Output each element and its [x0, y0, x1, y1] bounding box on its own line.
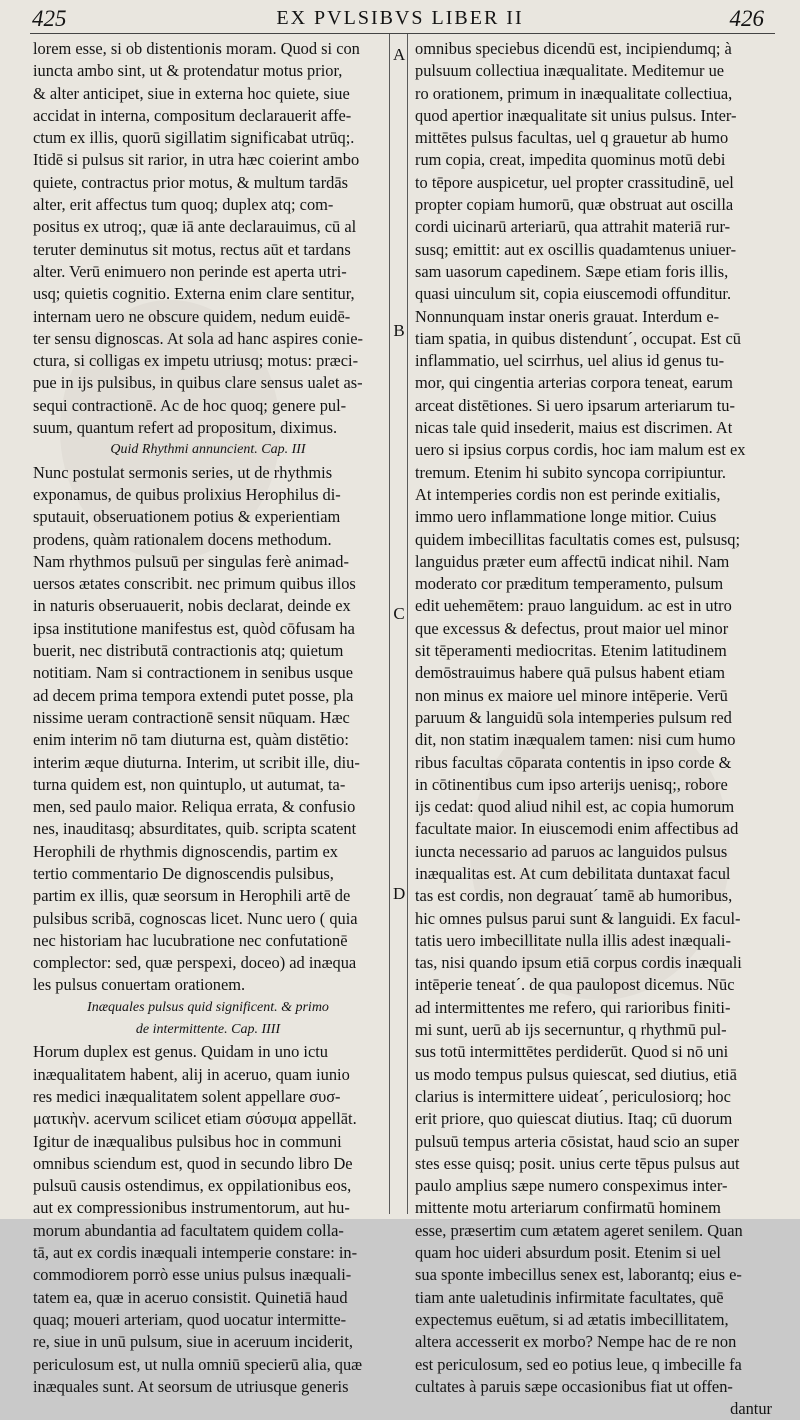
text-line: tatis uero imbecillitate nulla illis adest inæquali-	[415, 930, 731, 950]
text-line: tremum. Etenim hi subito syncopa corripiuntur.	[415, 462, 726, 482]
text-line: quiete, contractus prior motus, & multum tardās	[33, 172, 348, 192]
text-line: omnibus speciebus dicendū est, incipiendumq; à	[415, 39, 732, 58]
text-line: les pulsus conuertam orationem.	[33, 975, 246, 995]
text-line: quaq; moueri arteriam, quod uocatur intermitte-	[33, 1309, 347, 1329]
text-line: periculosum est, ut nulla omniū specierū alia, quæ	[33, 1354, 363, 1374]
text-line: altera accesserit ex morbo? Nempe hac de re non	[415, 1332, 737, 1352]
text-line: ματικὴν. acervum scilicet etiam σύσυμα appellāt.	[33, 1109, 357, 1129]
text-line: pulsibus scribā, cognoscas licet. Nunc uero ( quia	[33, 908, 358, 928]
running-title: EX PVLSIBVS LIBER II	[276, 7, 524, 29]
text-line: positus ex utroq;, quæ iā ante declarauimus, cū al	[33, 217, 357, 237]
text-line: clarius is intermittere uideatˊ, periculosiorq; hoc	[415, 1086, 731, 1106]
text-line: mittente motu arteriarum confirmatū hominem	[415, 1198, 721, 1218]
text-line: sit tēperamenti mediocritas. Etenim latitudinem	[415, 641, 727, 661]
margin-letter-a: A	[393, 45, 406, 64]
text-line: Nunc postulat sermonis series, ut de rhythmis	[33, 462, 333, 482]
text-line: hic omnes pulsus parui sunt & languidi. Ex facul-	[415, 908, 741, 928]
text-line: quod apertior inæqualitate sit unius pulsus. Inter-	[415, 105, 737, 125]
text-line: & alter anticipet, siue in externa hoc quiete, siue	[33, 83, 350, 103]
page-number-right: 426	[729, 6, 764, 31]
text-line: dantur	[730, 1399, 772, 1419]
text-line: tertio commentario De dignoscendis pulsibus,	[33, 863, 334, 883]
chapter-heading: de intermittente. Cap. IIII	[135, 1022, 281, 1038]
text-line: sus totū intermittētes perdiderūt. Quod si nō uni	[415, 1042, 729, 1062]
text-line: inæqualitas est. At cum debilitata duntaxat facul	[415, 863, 731, 883]
text-line: ro orationem, primum in inæqualitate collectiua,	[415, 83, 733, 103]
text-line: exponamus, de quibus prolixius Herophilus di-	[33, 484, 341, 504]
text-line: in naturis obseruauerit, nobis declarat, deinde ex	[33, 596, 351, 616]
text-line: dit, non statim inæqualem tamen: nisi cum humo	[415, 730, 736, 750]
running-head	[0, 6, 800, 36]
text-line: intēperie teneatˊ. de qua paulopost dicemus. Nūc	[415, 975, 735, 995]
text-line: est periculosum, sed eo potius leue, q imbecille fa	[415, 1354, 742, 1374]
text-line: tiam ante ualetudinis infirmitate facultates, quē	[415, 1287, 724, 1307]
text-line: quam hoc uideri absurdum posit. Etenim si uel	[415, 1243, 721, 1263]
text-line: iuncta ambo sint, ut & protendatur motus prior,	[33, 61, 343, 81]
text-line: morum abundantia ad facultatem quidem colla-	[33, 1220, 344, 1240]
text-line: nissime ueram contractionē sensit nūquam. Hæc	[33, 707, 350, 727]
text-line: esse, præsertim cum ætatem ageret senilem. Quan	[415, 1220, 743, 1240]
chapter-heading: Inæquales pulsus quid significent. & primo	[87, 999, 329, 1015]
text-line: rum copia, creat, impedita quominus motū debi	[415, 150, 726, 170]
text-line: interim æque diuturna. Interim, ut scribit ille, diu-	[33, 752, 360, 772]
text-line: ad decem prima tempora extendi putet posse, pla	[33, 685, 354, 705]
page-number-left: 425	[32, 6, 67, 31]
text-line: tatem ea, quæ in aceruo consistit. Quinetiā haud	[33, 1287, 348, 1307]
text-line: to tēpore auspicetur, uel propter crassitudinē, uel	[415, 172, 734, 192]
text-line: susq; emittit: aut ex oscillis quadamtenus uniuer-	[415, 239, 737, 259]
right-text-column	[415, 38, 772, 1420]
text-line: ad intermittentes me refero, qui rarioribus finiti-	[415, 997, 731, 1017]
text-line: nes, inauditasq; absurditates, quib. scripta scatent	[33, 819, 357, 839]
text-line: sequi contractionē. Ac de hoc quoq; genere pul-	[33, 395, 347, 415]
text-line: propter copiam humorū, quæ obstruat aut oscilla	[415, 195, 734, 215]
text-line: us modo tempus pulsus quiescat, sed diutius, etiā	[415, 1064, 737, 1084]
text-line: partim ex illis, quæ seorsum in Herophili artē de	[33, 886, 351, 906]
text-line: ter sensu dignoscas. At sola ad hanc aspires conie-	[33, 328, 363, 348]
text-line: tā, aut ex cordis inæquali intemperie constare: in-	[33, 1243, 358, 1263]
text-line: quidem imbecillitas facultatis comes est, pulsusq;	[415, 529, 741, 549]
text-line: men, sed paulo maior. Reliqua errata, & confusio	[33, 797, 356, 817]
text-line: que excessus & defectus, prout maior uel minor	[415, 618, 729, 638]
text-line: suum, quantum refert ad propositum, diximus.	[33, 418, 338, 438]
text-line: pulsuū causis ostendimus, ex oppilationibus eos,	[33, 1176, 352, 1196]
text-line: alter. Verū enimuero non perinde est aperta utri-	[33, 261, 347, 281]
text-line: prodens, quàm rationalem docens methodum.	[33, 529, 332, 549]
text-line: re, siue in unū pulsum, siue in aceruum inciderit,	[33, 1332, 354, 1352]
text-line: accidat in interna, compositum declarauerit affe-	[33, 105, 352, 125]
text-line: mittētes pulsus facultas, uel q grauetur ab humo	[415, 128, 729, 148]
text-line: aut ex compressionibus instrumentorum, aut hu-	[33, 1198, 350, 1218]
text-line: alter, erit affectus tum quoq; duplex atq; com-	[33, 195, 334, 215]
text-line: ctura, si colligas ex impetu utriusq; motus: præci-	[33, 351, 359, 371]
header-rule	[30, 33, 775, 34]
text-line: Itidē si pulsus sit rarior, in utra hæc coierint ambo	[33, 150, 360, 170]
text-line: turna quidem est, non quintuplo, ut autumat, ta-	[33, 774, 346, 794]
text-line: At intemperies cordis non est perinde exitialis,	[415, 484, 721, 504]
text-line: nicas tale quid insederit, maius est discrimen. At	[415, 418, 733, 438]
text-line: internam uero ne obscure quidem, nedum euidē-	[33, 306, 351, 326]
text-line: buerit, nec distributā contractionis atq; quietum	[33, 641, 344, 661]
text-line: demōstrauimus habere quā pulsus habent etiam	[415, 663, 725, 683]
text-line: uero si ipsius corpus cordis, hoc iam malum est ex	[415, 440, 746, 460]
text-line: complector: sed, quæ perspexi, doceo) ad inæqua	[33, 953, 357, 973]
text-line: arceat distētiones. Si uero ipsarum arteriarum tu-	[415, 395, 735, 415]
text-line: paulo amplius sæpe numero conspeximus inter-	[415, 1176, 728, 1196]
text-line: inæquales sunt. At seorsum de utriusque generis	[33, 1376, 349, 1396]
text-line: tas, nisi quando ipsum etiā corpus cordis inæquali	[415, 953, 742, 973]
text-line: usq; quietis cognitio. Externa enim clare sentitur,	[33, 284, 355, 304]
text-line: pulsuum collectiua inæqualitate. Meditemur ue	[415, 61, 725, 81]
text-line: paruum & languidū sola intemperies pulsum red	[415, 707, 732, 727]
column-divider-right	[407, 34, 408, 1214]
text-line: tas est cordis, non degrauatˊ tamē ab humoribus,	[415, 886, 733, 906]
text-line: enim interim nō tam diuturna est, quàm distētio:	[33, 730, 349, 750]
text-line: Nonnunquam instar oneris grauat. Interdum e-	[415, 306, 720, 326]
margin-letter-d: D	[393, 884, 406, 903]
margin-letter-b: B	[393, 321, 405, 340]
text-line: mor, qui cingentia arterias corpora teneat, earum	[415, 373, 733, 393]
text-line: pue in ijs pulsibus, in quibus clare sensus ualet as-	[33, 373, 363, 393]
text-line: non minus ex maiore uel minore intēperie. Verū	[415, 685, 728, 705]
text-line: teruter deminutus sit motus, rectus aūt et tardans	[33, 239, 351, 259]
column-divider-left	[389, 34, 390, 1214]
text-line: mi sunt, uerū ab ijs secernuntur, q rhythmū pul-	[415, 1020, 727, 1040]
text-line: Horum duplex est genus. Quidam in uno ictu	[33, 1042, 328, 1062]
text-line: ijs cedat: quod aliud nihil est, ac copia humorum	[415, 797, 735, 817]
text-line: Herophili de rhythmis dignoscendis, partim ex	[33, 841, 338, 861]
text-line: ribus facultas cōparata contentis in ipso corde &	[415, 752, 732, 772]
text-line: stes esse quisq; posit. unius certe tēpus pulsus aut	[415, 1153, 740, 1173]
text-line: expectemus euētum, si ad ætatis imbecillitatem,	[415, 1309, 729, 1329]
text-line: in cōtinentibus cum ipso arterijs uenisq;, robore	[415, 774, 728, 794]
text-line: facultate maior. In eiuscemodi enim affectibus ad	[415, 819, 739, 839]
text-line: commodiorem porrò esse unius pulsus inæquali-	[33, 1265, 352, 1285]
text-line: tiam spatia, in quibus distenduntˊ, occupat. Est cū	[415, 328, 741, 348]
text-line: pulsuū tempus arteria cōsistat, haud scio an super	[415, 1131, 740, 1151]
text-line: iuncta necessario ad paruos ac languidos pulsus	[415, 841, 728, 861]
text-line: notitiam. Nam si contractionem in senibus usque	[33, 663, 354, 683]
text-line: inflammatio, uel scirrhus, uel alius id genus tu-	[415, 351, 725, 371]
text-line: sua sponte imbecillus senex est, laborantq; eius e-	[415, 1265, 742, 1285]
text-line: lorem esse, si ob distentionis moram. Quod si con	[33, 39, 360, 58]
text-line: cultates à paruis sæpe occasionibus fiat ut offen-	[415, 1376, 733, 1396]
left-text-column	[33, 38, 383, 1398]
text-line: uersos ætates conscribit. nec primum quibus illos	[33, 574, 356, 594]
text-line: Nam rhythmos pulsuū per singulas ferè animad-	[33, 551, 349, 571]
text-line: Igitur de inæqualibus pulsibus hoc in communi	[33, 1131, 342, 1151]
text-line: cordi uicinarū arteriarū, qua attrahit materiā rur-	[415, 217, 731, 237]
text-line: inæqualitatem habent, alij in aceruo, quam iunio	[33, 1064, 350, 1084]
text-line: moderato cor præditum temperamento, pulsum	[415, 574, 724, 594]
text-line: res medici inæqualitatem solent appellare συσ-	[33, 1086, 341, 1106]
chapter-heading: Quid Rhythmi annuncient. Cap. III	[110, 442, 306, 458]
text-line: edit uehemētem: prauo languidum. ac est in utro	[415, 596, 732, 616]
text-line: erit priore, quo quiescat diutius. Itaq; cū duorum	[415, 1109, 733, 1129]
text-line: nec historiam hac lucubratione nec confutationē	[33, 930, 348, 950]
text-line: ctum ex illis, quorū sigillatim significabat utrūq;.	[33, 128, 355, 148]
text-line: sputauit, obseruationem potius & experientiam	[33, 507, 341, 527]
text-line: sam uasorum capedinem. Sæpe etiam foris illis,	[415, 261, 729, 281]
text-line: languidus præter eum affectū indicat nihil. Nam	[415, 551, 730, 571]
text-line: ipsa institutione manifestus est, quòd cōfusam ha	[33, 618, 355, 638]
text-line: omnibus sciendum est, quod in secundo libro De	[33, 1153, 353, 1173]
text-line: immo uero inflammatione longe mitior. Cuius	[415, 507, 717, 527]
margin-letter-c: C	[393, 604, 405, 623]
text-line: quasi uinculum sit, copia eiuscemodi offunditur.	[415, 284, 732, 304]
